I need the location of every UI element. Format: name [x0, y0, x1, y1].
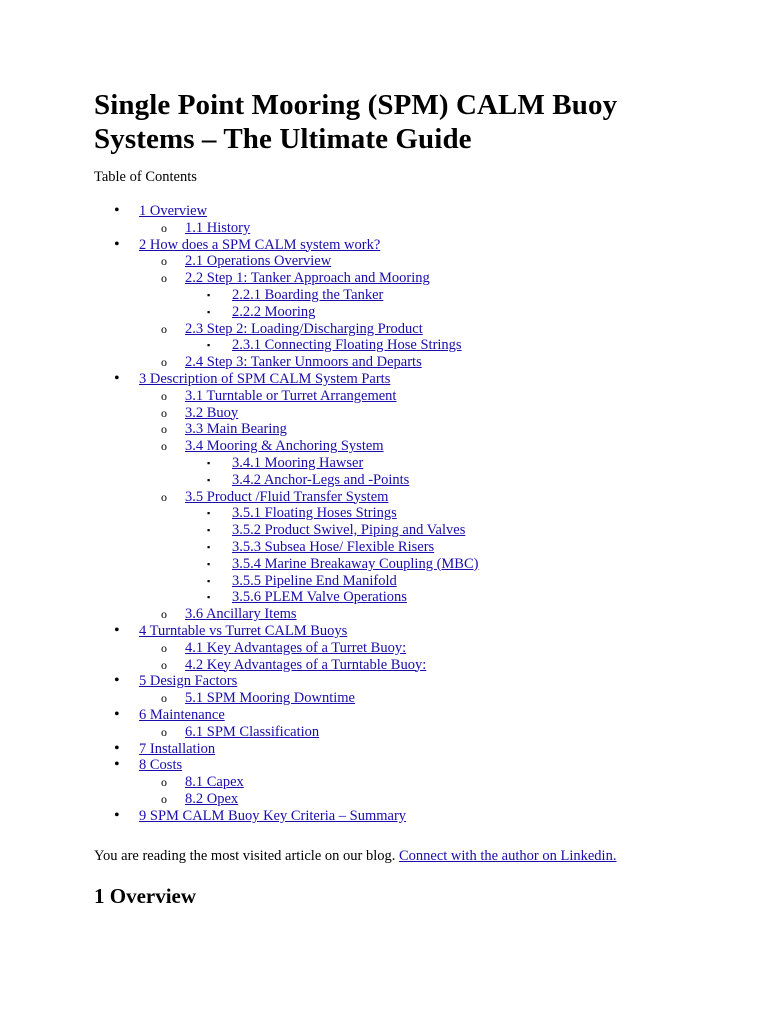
toc-item	[94, 354, 708, 371]
toc-bullet-icon: •	[114, 756, 120, 774]
toc-item	[94, 489, 708, 506]
toc-link[interactable]: 2.2.2 Mooring	[232, 303, 316, 320]
toc-item	[94, 405, 708, 422]
toc-link[interactable]: 8.1 Capex	[185, 774, 244, 791]
toc-bullet-icon: •	[114, 202, 120, 219]
toc-link[interactable]: 3.5 Product /Fluid Transfer System	[185, 488, 389, 505]
toc-item	[94, 287, 708, 304]
toc-bullet-icon: o	[161, 775, 167, 790]
toc-item	[94, 623, 708, 640]
toc-bullet-icon: ▪	[207, 306, 211, 317]
toc-link[interactable]: 3.2 Buoy	[185, 404, 239, 421]
toc-bullet-icon: ▪	[207, 541, 211, 552]
toc-bullet-icon: o	[161, 657, 167, 672]
toc-item	[94, 673, 708, 690]
toc-bullet-icon: o	[161, 321, 167, 336]
toc-bullet-icon: o	[161, 439, 167, 454]
toc-item	[94, 438, 708, 455]
toc-item	[94, 640, 708, 657]
toc-bullet-icon: •	[114, 739, 120, 757]
toc-bullet-icon: •	[114, 621, 120, 639]
toc-item	[94, 808, 708, 825]
toc-link[interactable]: 9 SPM CALM Buoy Key Criteria – Summary	[139, 807, 407, 824]
toc-item	[94, 657, 708, 674]
toc-item	[94, 774, 708, 791]
toc-bullet-icon: o	[161, 405, 167, 420]
toc-bullet-icon: o	[161, 640, 167, 655]
toc-item	[94, 757, 708, 774]
toc-bullet-icon: •	[114, 672, 120, 690]
toc-item	[94, 539, 708, 556]
toc-item	[94, 472, 708, 489]
toc-link[interactable]: 3.4.2 Anchor-Legs and -Points	[232, 471, 410, 488]
toc-link[interactable]: 3 Description of SPM CALM System Parts	[139, 370, 391, 387]
toc-link[interactable]: 3.1 Turntable or Turret Arrangement	[185, 387, 397, 404]
toc-link[interactable]: 4.1 Key Advantages of a Turret Buoy:	[185, 639, 407, 656]
toc-link[interactable]: 7 Installation	[139, 740, 216, 757]
toc-bullet-icon: ▪	[207, 474, 211, 485]
toc-bullet-icon: o	[161, 724, 167, 739]
toc-item	[94, 304, 708, 321]
intro-paragraph	[94, 848, 708, 865]
toc-item	[94, 589, 708, 606]
toc-item	[94, 556, 708, 573]
toc-item	[94, 388, 708, 405]
toc-link[interactable]: 8.2 Opex	[185, 790, 239, 807]
toc-item	[94, 455, 708, 472]
toc-bullet-icon: o	[161, 355, 167, 370]
toc-link[interactable]: 1.1 History	[185, 219, 251, 236]
toc-bullet-icon: o	[161, 388, 167, 403]
article-title: Single Point Mooring (SPM) CALM Buoy Systems – The Ultimate Guide	[94, 89, 618, 155]
toc-link[interactable]: 3.5.1 Floating Hoses Strings	[232, 505, 397, 522]
toc-item	[94, 321, 708, 338]
toc-link[interactable]: 5.1 SPM Mooring Downtime	[185, 690, 355, 707]
toc-link[interactable]: 2 How does a SPM CALM system work?	[139, 236, 381, 253]
toc-item	[94, 606, 708, 623]
toc-item	[94, 522, 708, 539]
toc-bullet-icon: o	[161, 422, 167, 437]
toc-link[interactable]: 3.4 Mooring & Anchoring System	[185, 438, 384, 455]
toc-link[interactable]: 6.1 SPM Classification	[185, 723, 320, 740]
toc-bullet-icon: o	[161, 489, 167, 504]
toc-link[interactable]: 1 Overview	[139, 203, 208, 219]
toc-item	[94, 690, 708, 707]
toc-link[interactable]: 4.2 Key Advantages of a Turntable Buoy:	[185, 656, 427, 673]
toc-heading: Table of Contents	[94, 169, 197, 185]
toc-item	[94, 707, 708, 724]
toc-item	[94, 253, 708, 270]
toc-link[interactable]: 3.5.2 Product Swivel, Piping and Valves	[232, 522, 466, 539]
toc-bullet-icon: o	[161, 220, 167, 235]
table-of-contents	[94, 203, 708, 824]
toc-item	[94, 505, 708, 522]
section-heading-overview: 1 Overview	[94, 884, 197, 909]
toc-bullet-icon: ▪	[207, 575, 211, 586]
toc-bullet-icon: o	[161, 691, 167, 706]
intro-text: You are reading the most visited article on our blog.	[94, 848, 399, 865]
toc-link[interactable]: 4 Turntable vs Turret CALM Buoys	[139, 622, 348, 639]
toc-bullet-icon: o	[161, 271, 167, 286]
toc-bullet-icon: ▪	[207, 558, 211, 569]
toc-link[interactable]: 2.4 Step 3: Tanker Unmoors and Departs	[185, 354, 422, 371]
toc-link[interactable]: 3.5.5 Pipeline End Manifold	[232, 572, 397, 589]
toc-link[interactable]: 6 Maintenance	[139, 706, 225, 723]
toc-link[interactable]: 2.3 Step 2: Loading/Discharging Product	[185, 320, 423, 337]
toc-bullet-icon: o	[161, 791, 167, 806]
toc-bullet-icon: ▪	[207, 340, 211, 351]
linkedin-author-link[interactable]: Connect with the author on Linkedin.	[398, 848, 617, 865]
toc-item	[94, 573, 708, 590]
toc-bullet-icon: •	[114, 235, 120, 253]
toc-item	[94, 371, 708, 388]
toc-item	[94, 724, 708, 741]
toc-link[interactable]: 3.5.4 Marine Breakaway Coupling (MBC)	[232, 555, 479, 572]
toc-bullet-icon: •	[114, 705, 120, 723]
toc-bullet-icon: ▪	[207, 592, 211, 603]
toc-link[interactable]: 3.5.3 Subsea Hose/ Flexible Risers	[232, 538, 435, 555]
toc-bullet-icon: o	[161, 607, 167, 622]
toc-link[interactable]: 3.6 Ancillary Items	[185, 606, 297, 623]
toc-link[interactable]: 8 Costs	[139, 757, 183, 774]
toc-item	[94, 741, 708, 758]
toc-link[interactable]: 3.4.1 Mooring Hawser	[232, 454, 364, 471]
toc-link[interactable]: 2.2 Step 1: Tanker Approach and Mooring	[185, 270, 430, 287]
toc-item	[94, 203, 708, 220]
toc-link[interactable]: 5 Design Factors	[139, 673, 238, 690]
toc-bullet-icon: o	[161, 254, 167, 269]
toc-item	[94, 421, 708, 438]
toc-link[interactable]: 3.3 Main Bearing	[185, 421, 287, 438]
toc-link[interactable]: 2.1 Operations Overview	[185, 253, 332, 270]
toc-bullet-icon: ▪	[207, 457, 211, 468]
toc-link[interactable]: 2.2.1 Boarding the Tanker	[232, 286, 384, 303]
toc-item	[94, 270, 708, 287]
toc-bullet-icon: •	[114, 806, 120, 824]
toc-bullet-icon: ▪	[207, 525, 211, 536]
toc-bullet-icon: ▪	[207, 289, 211, 300]
toc-bullet-icon: •	[114, 369, 120, 387]
toc-item	[94, 220, 708, 237]
toc-link[interactable]: 3.5.6 PLEM Valve Operations	[232, 589, 407, 606]
toc-item	[94, 791, 708, 808]
toc-link[interactable]: 2.3.1 Connecting Floating Hose Strings	[232, 337, 462, 354]
toc-item	[94, 237, 708, 254]
toc-bullet-icon: ▪	[207, 508, 211, 519]
toc-item	[94, 337, 708, 354]
